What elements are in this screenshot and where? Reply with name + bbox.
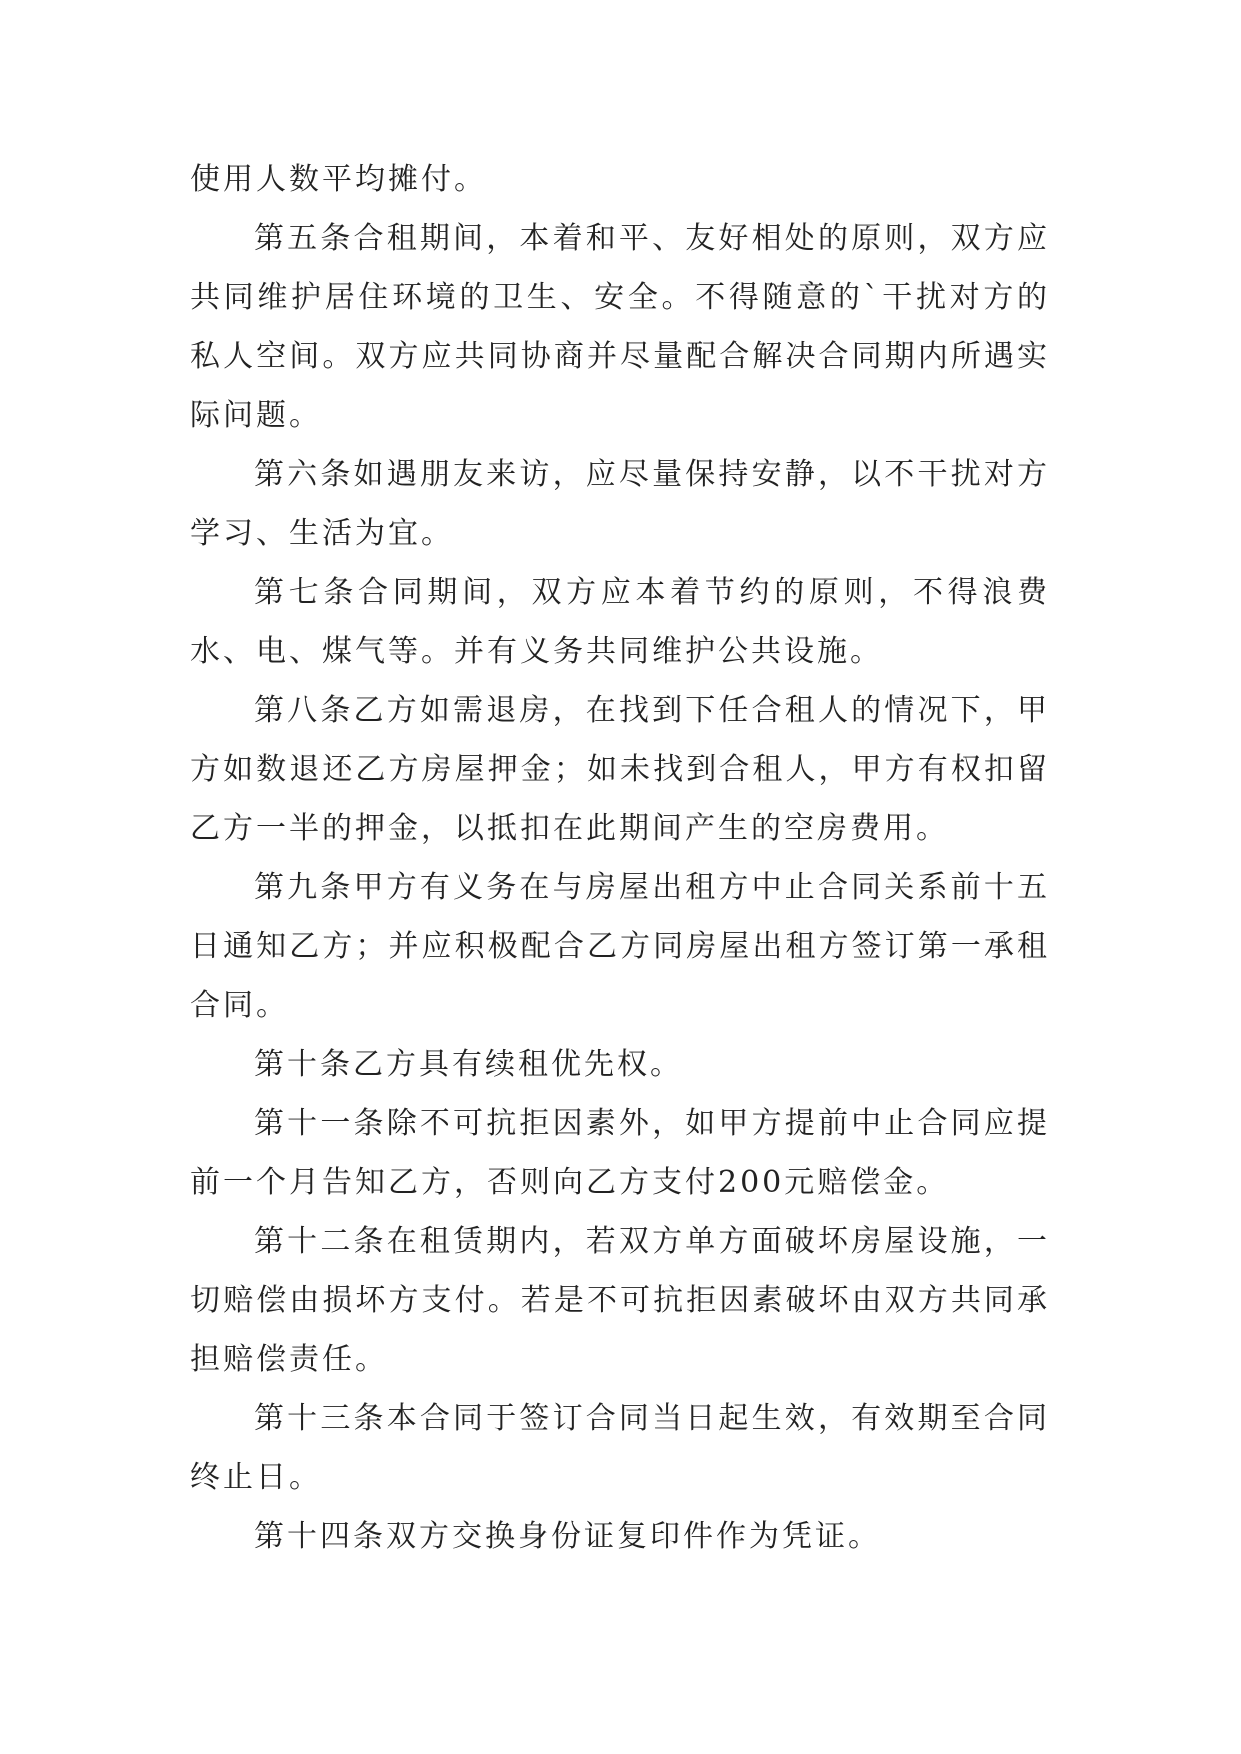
paragraph-continuation: 使用人数平均摊付。 [190, 162, 487, 197]
article-10: 第十条乙方具有续租优先权。 [254, 1047, 683, 1082]
article-9: 第九条甲方有义务在与房屋出租方中止合同关系前十五日通知乙方；并应积极配合乙方同房屋出租方签订第一承租合同。 [190, 870, 1050, 1023]
article-8: 第八条乙方如需退房，在找到下任合租人的情况下，甲方如数退还乙方房屋押金；如未找到合租人，甲方有权扣留乙方一半的押金，以抵扣在此期间产生的空房费用。 [190, 693, 1050, 846]
article-5: 第五条合租期间，本着和平、友好相处的原则，双方应共同维护居住环境的卫生、安全。不得随意的`干扰对方的私人空间。双方应共同协商并尽量配合解决合同期内所遇实际问题。 [190, 221, 1050, 433]
article-6: 第六条如遇朋友来访，应尽量保持安静，以不干扰对方学习、生活为宜。 [190, 457, 1050, 551]
document-body [190, 150, 1050, 1566]
article-13: 第十三条本合同于签订合同当日起生效，有效期至合同终止日。 [190, 1401, 1050, 1495]
article-11: 第十一条除不可抗拒因素外，如甲方提前中止合同应提前一个月告知乙方，否则向乙方支付200元赔偿金。 [190, 1106, 1050, 1200]
article-14: 第十四条双方交换身份证复印件作为凭证。 [254, 1519, 881, 1554]
article-7: 第七条合同期间，双方应本着节约的原则，不得浪费水、电、煤气等。并有义务共同维护公共设施。 [190, 575, 1050, 669]
article-12: 第十二条在租赁期内，若双方单方面破坏房屋设施，一切赔偿由损坏方支付。若是不可抗拒因素破坏由双方共同承担赔偿责任。 [190, 1224, 1050, 1377]
